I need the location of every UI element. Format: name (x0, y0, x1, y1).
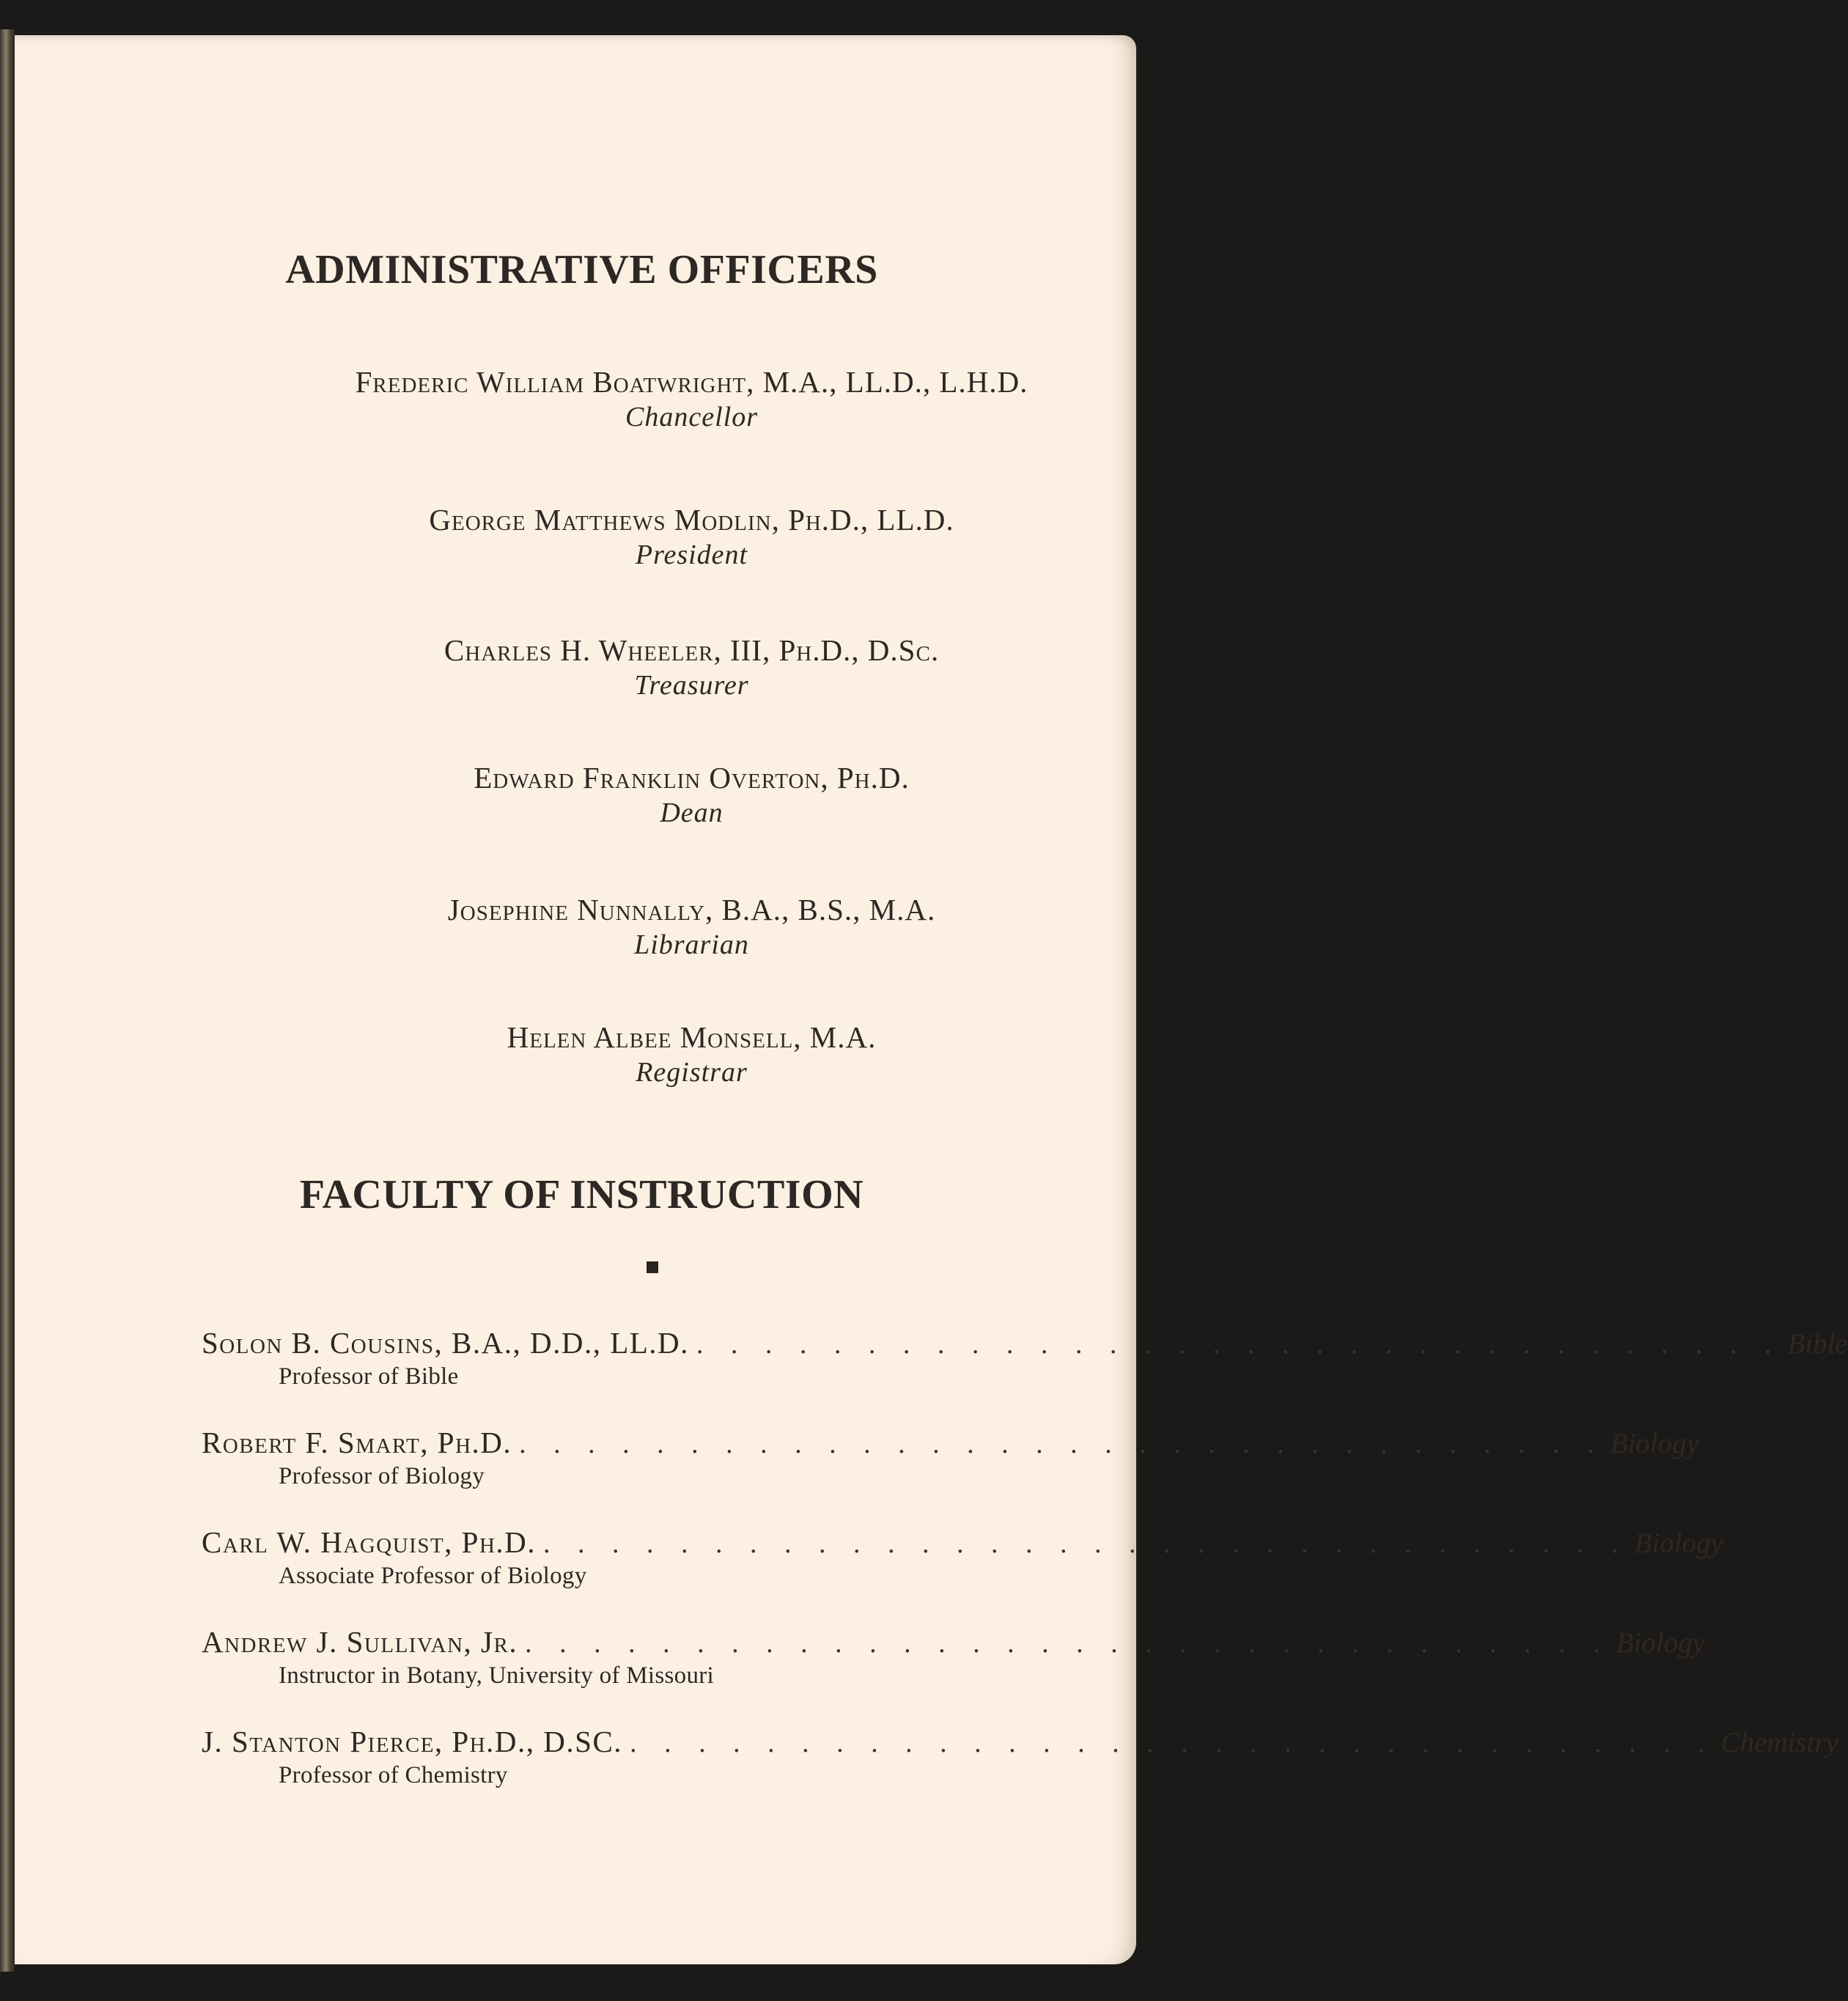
officer-title: Registrar (636, 1057, 748, 1088)
faculty-rank: Professor of Bible (279, 1363, 459, 1390)
faculty-rank: Professor of Chemistry (279, 1762, 508, 1788)
dot-leader: . . . . . . . . . . . . . . . . . . . . . . . . . . . . . . . . (519, 1429, 1605, 1459)
faculty-department: Chemistry (1720, 1727, 1838, 1758)
faculty-entry (202, 1325, 1848, 1393)
faculty-department: Biology (1616, 1627, 1705, 1659)
officer-title: President (635, 539, 748, 570)
faculty-name: Robert F. Smart, Ph.D. (202, 1426, 512, 1459)
officer-entry (0, 1019, 1163, 1089)
faculty-rank: Instructor in Botany, University of Missouri (279, 1662, 715, 1689)
faculty-rank: Professor of Biology (279, 1463, 485, 1489)
dot-leader: . . . . . . . . . . . . . . . . . . . . . . . . . . . . . . . . (525, 1628, 1610, 1659)
officer-name: George Matthews Modlin, Ph.D., LL.D. (429, 503, 954, 537)
officer-title: Dean (660, 797, 724, 828)
faculty-rank: Associate Professor of Biology (279, 1563, 587, 1589)
officer-title: Librarian (634, 929, 749, 960)
officer-entry (0, 759, 1163, 830)
officer-name: Frederic William Boatwright, M.A., LL.D., L.H.D. (355, 365, 1028, 399)
officer-entry (0, 891, 1163, 962)
faculty-entry (202, 1525, 1723, 1592)
faculty-entry (202, 1624, 1705, 1692)
faculty-department: Bible (1787, 1328, 1848, 1360)
dot-leader: . . . . . . . . . . . . . . . . . . . . . . . . . . . . . . . . (696, 1329, 1782, 1360)
officer-entry (0, 632, 1163, 702)
officer-title: Chancellor (625, 402, 758, 432)
faculty-entry-line (202, 1425, 1699, 1460)
faculty-name: Solon B. Cousins, B.A., D.D., LL.D. (202, 1326, 689, 1360)
faculty-entry (202, 1724, 1838, 1791)
faculty-entry-line (202, 1624, 1705, 1659)
faculty-entry-line (202, 1724, 1838, 1759)
faculty-of-instruction-heading: FACULTY OF INSTRUCTION (299, 1172, 864, 1217)
divider-square-ornament (647, 1261, 658, 1273)
dot-leader: . . . . . . . . . . . . . . . . . . . . . . . . . . . . . . . . (630, 1728, 1715, 1758)
faculty-name: Carl W. Hagquist, Ph.D. (202, 1525, 537, 1559)
dot-leader: . . . . . . . . . . . . . . . . . . . . . . . . . . . . . . . . (543, 1528, 1629, 1559)
faculty-name: J. Stanton Pierce, Ph.D., D.SC. (202, 1725, 623, 1758)
faculty-entry-line (202, 1525, 1723, 1560)
officer-entry (0, 501, 1163, 572)
faculty-name: Andrew J. Sullivan, Jr. (202, 1625, 518, 1659)
officer-name: Edward Franklin Overton, Ph.D. (474, 761, 910, 795)
officer-name: Helen Albee Monsell, M.A. (507, 1020, 877, 1054)
officer-entry (0, 364, 1163, 434)
officer-title: Treasurer (634, 670, 749, 701)
officer-name: Josephine Nunnally, B.A., B.S., M.A. (447, 893, 936, 926)
faculty-department: Biology (1610, 1428, 1699, 1459)
administrative-officers-heading: ADMINISTRATIVE OFFICERS (285, 247, 878, 292)
officer-name: Charles H. Wheeler, III, Ph.D., D.Sc. (443, 633, 940, 667)
faculty-department: Biology (1634, 1528, 1723, 1559)
faculty-entry (202, 1425, 1699, 1492)
faculty-entry-line (202, 1325, 1848, 1360)
